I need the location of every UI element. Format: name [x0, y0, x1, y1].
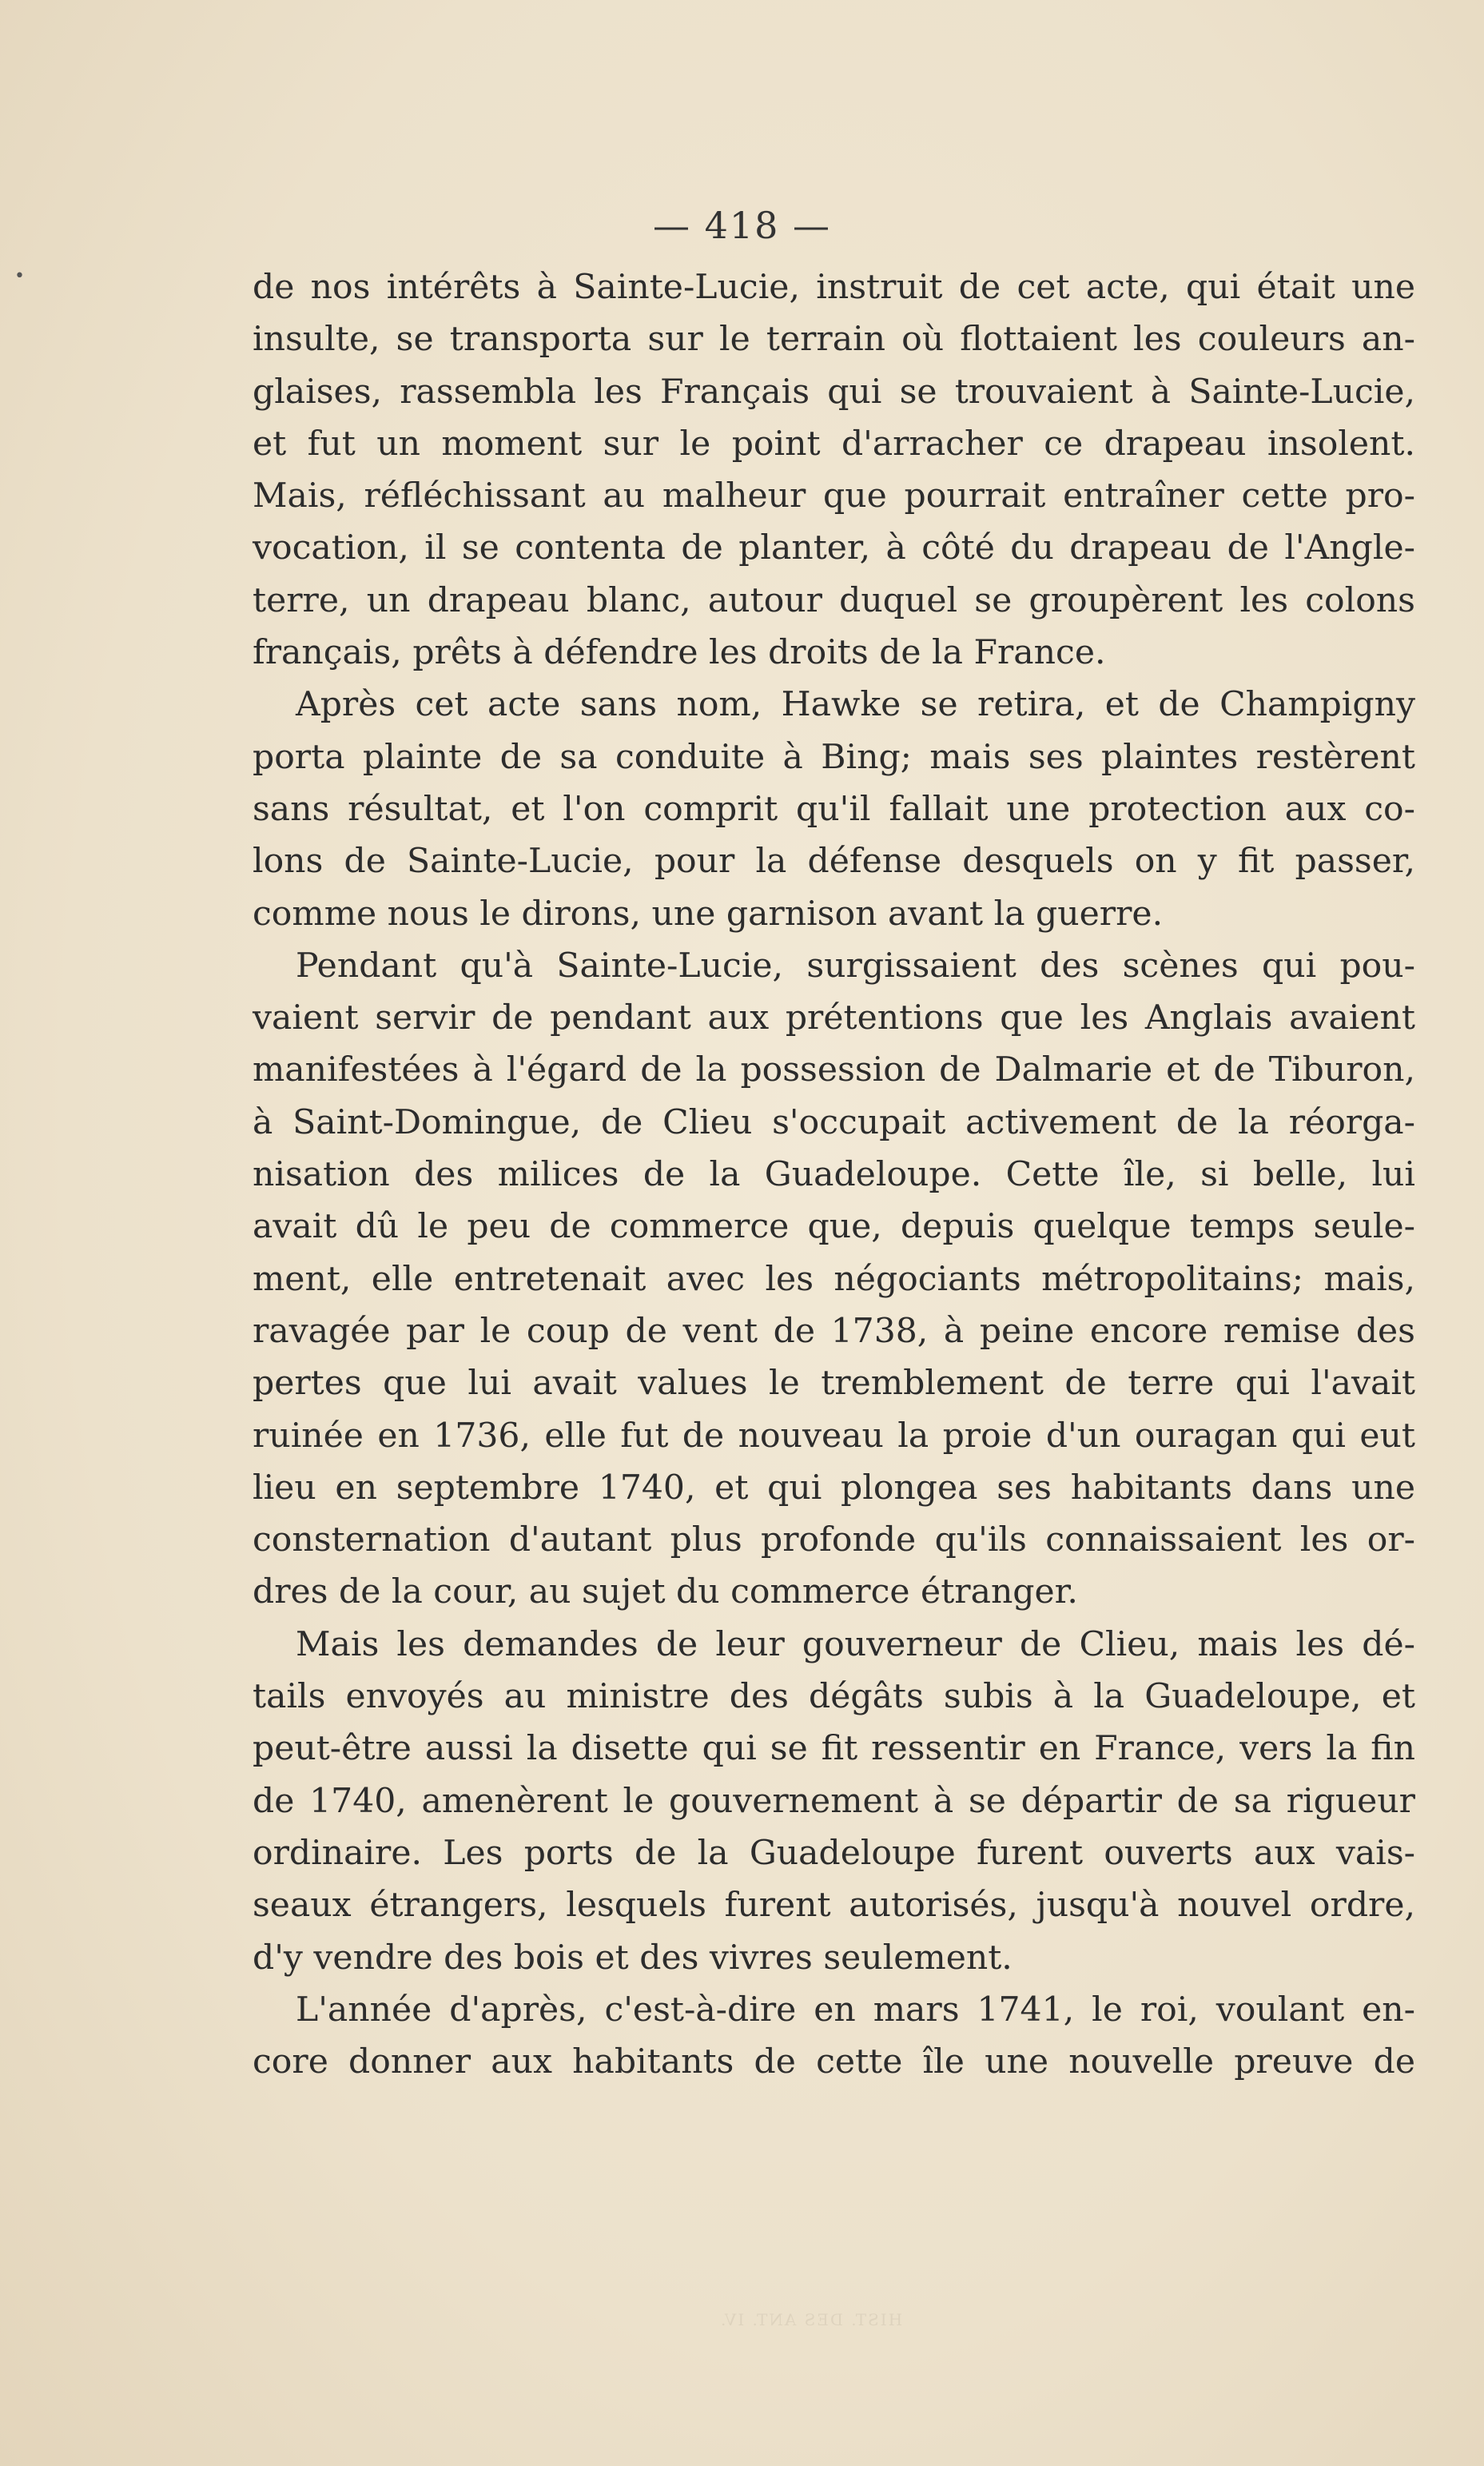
- text-line: glaises, rassembla les Français qui se trouvaient à Sainte-Lucie,: [253, 372, 1415, 412]
- text-line: dres de la cour, au sujet du commerce étranger.: [253, 1572, 1078, 1612]
- text-line: sans résultat, et l'on comprit qu'il fallait une protection aux co-: [253, 789, 1415, 829]
- text-line: tails envoyés au ministre des dégâts subis à la Guadeloupe, et: [253, 1677, 1415, 1717]
- text-line: insulte, se transporta sur le terrain où flottaient les couleurs an-: [253, 320, 1415, 360]
- text-line: Mais, réfléchissant au malheur que pourrait entraîner cette pro-: [253, 476, 1415, 516]
- text-line: vocation, il se contenta de planter, à côté du drapeau de l'Angle-: [253, 528, 1415, 568]
- text-line: seaux étrangers, lesquels furent autorisés, jusqu'à nouvel ordre,: [253, 1886, 1415, 1926]
- text-line: Après cet acte sans nom, Hawke se retira, et de Champigny: [296, 685, 1415, 725]
- text-line: manifestées à l'égard de la possession de Dalmarie et de Tiburon,: [253, 1050, 1415, 1090]
- text-line: ment, elle entretenait avec les négociants métropolitains; mais,: [253, 1259, 1415, 1299]
- text-line: Mais les demandes de leur gouverneur de Clieu, mais les dé-: [296, 1624, 1415, 1664]
- text-line: peut-être aussi la disette qui se fit ressentir en France, vers la fin: [253, 1729, 1415, 1769]
- text-line: comme nous le dirons, une garnison avant la guerre.: [253, 894, 1164, 934]
- text-line: lieu en septembre 1740, et qui plongea ses habitants dans une: [253, 1468, 1415, 1508]
- text-line: pertes que lui avait values le tremblement de terre qui l'avait: [253, 1364, 1415, 1404]
- text-line: lons de Sainte-Lucie, pour la défense desquels on y fit passer,: [253, 842, 1415, 882]
- page-number: — 418 —: [652, 204, 832, 247]
- text-line: L'année d'après, c'est-à-dire en mars 1741, le roi, voulant en-: [296, 1990, 1415, 2030]
- text-line: core donner aux habitants de cette île une nouvelle preuve de: [253, 2042, 1415, 2082]
- margin-mark: •: [14, 266, 25, 286]
- text-line: avait dû le peu de commerce que, depuis quelque temps seule-: [253, 1207, 1415, 1247]
- text-line: de nos intérêts à Sainte-Lucie, instruit de cet acte, qui était une: [253, 268, 1415, 307]
- text-line: d'y vendre des bois et des vivres seulement.: [253, 1938, 1013, 1978]
- text-line: porta plainte de sa conduite à Bing; mais ses plaintes restèrent: [253, 737, 1415, 777]
- text-line: vaient servir de pendant aux prétentions que les Anglais avaient: [253, 998, 1415, 1038]
- text-line: français, prêts à défendre les droits de la France.: [253, 633, 1106, 673]
- text-line: ravagée par le coup de vent de 1738, à peine encore remise des: [253, 1311, 1415, 1351]
- text-line: ruinée en 1736, elle fut de nouveau la proie d'un ouragan qui eut: [253, 1416, 1415, 1456]
- text-line: nisation des milices de la Guadeloupe. Cette île, si belle, lui: [253, 1155, 1415, 1195]
- text-line: consternation d'autant plus profonde qu'ils connaissaient les or-: [253, 1520, 1415, 1560]
- bleed-through-text: HIST. DES ANT. IV.: [719, 2310, 903, 2329]
- text-line: à Saint-Domingue, de Clieu s'occupait activement de la réorga-: [253, 1102, 1415, 1142]
- text-line: et fut un moment sur le point d'arracher ce drapeau insolent.: [253, 424, 1415, 464]
- text-line: terre, un drapeau blanc, autour duquel se groupèrent les colons: [253, 580, 1415, 620]
- text-line: ordinaire. Les ports de la Guadeloupe furent ouverts aux vais-: [253, 1833, 1415, 1873]
- text-line: Pendant qu'à Sainte-Lucie, surgissaient des scènes qui pou-: [296, 946, 1415, 986]
- text-line: de 1740, amenèrent le gouvernement à se départir de sa rigueur: [253, 1781, 1415, 1821]
- body-text: [253, 261, 1415, 2088]
